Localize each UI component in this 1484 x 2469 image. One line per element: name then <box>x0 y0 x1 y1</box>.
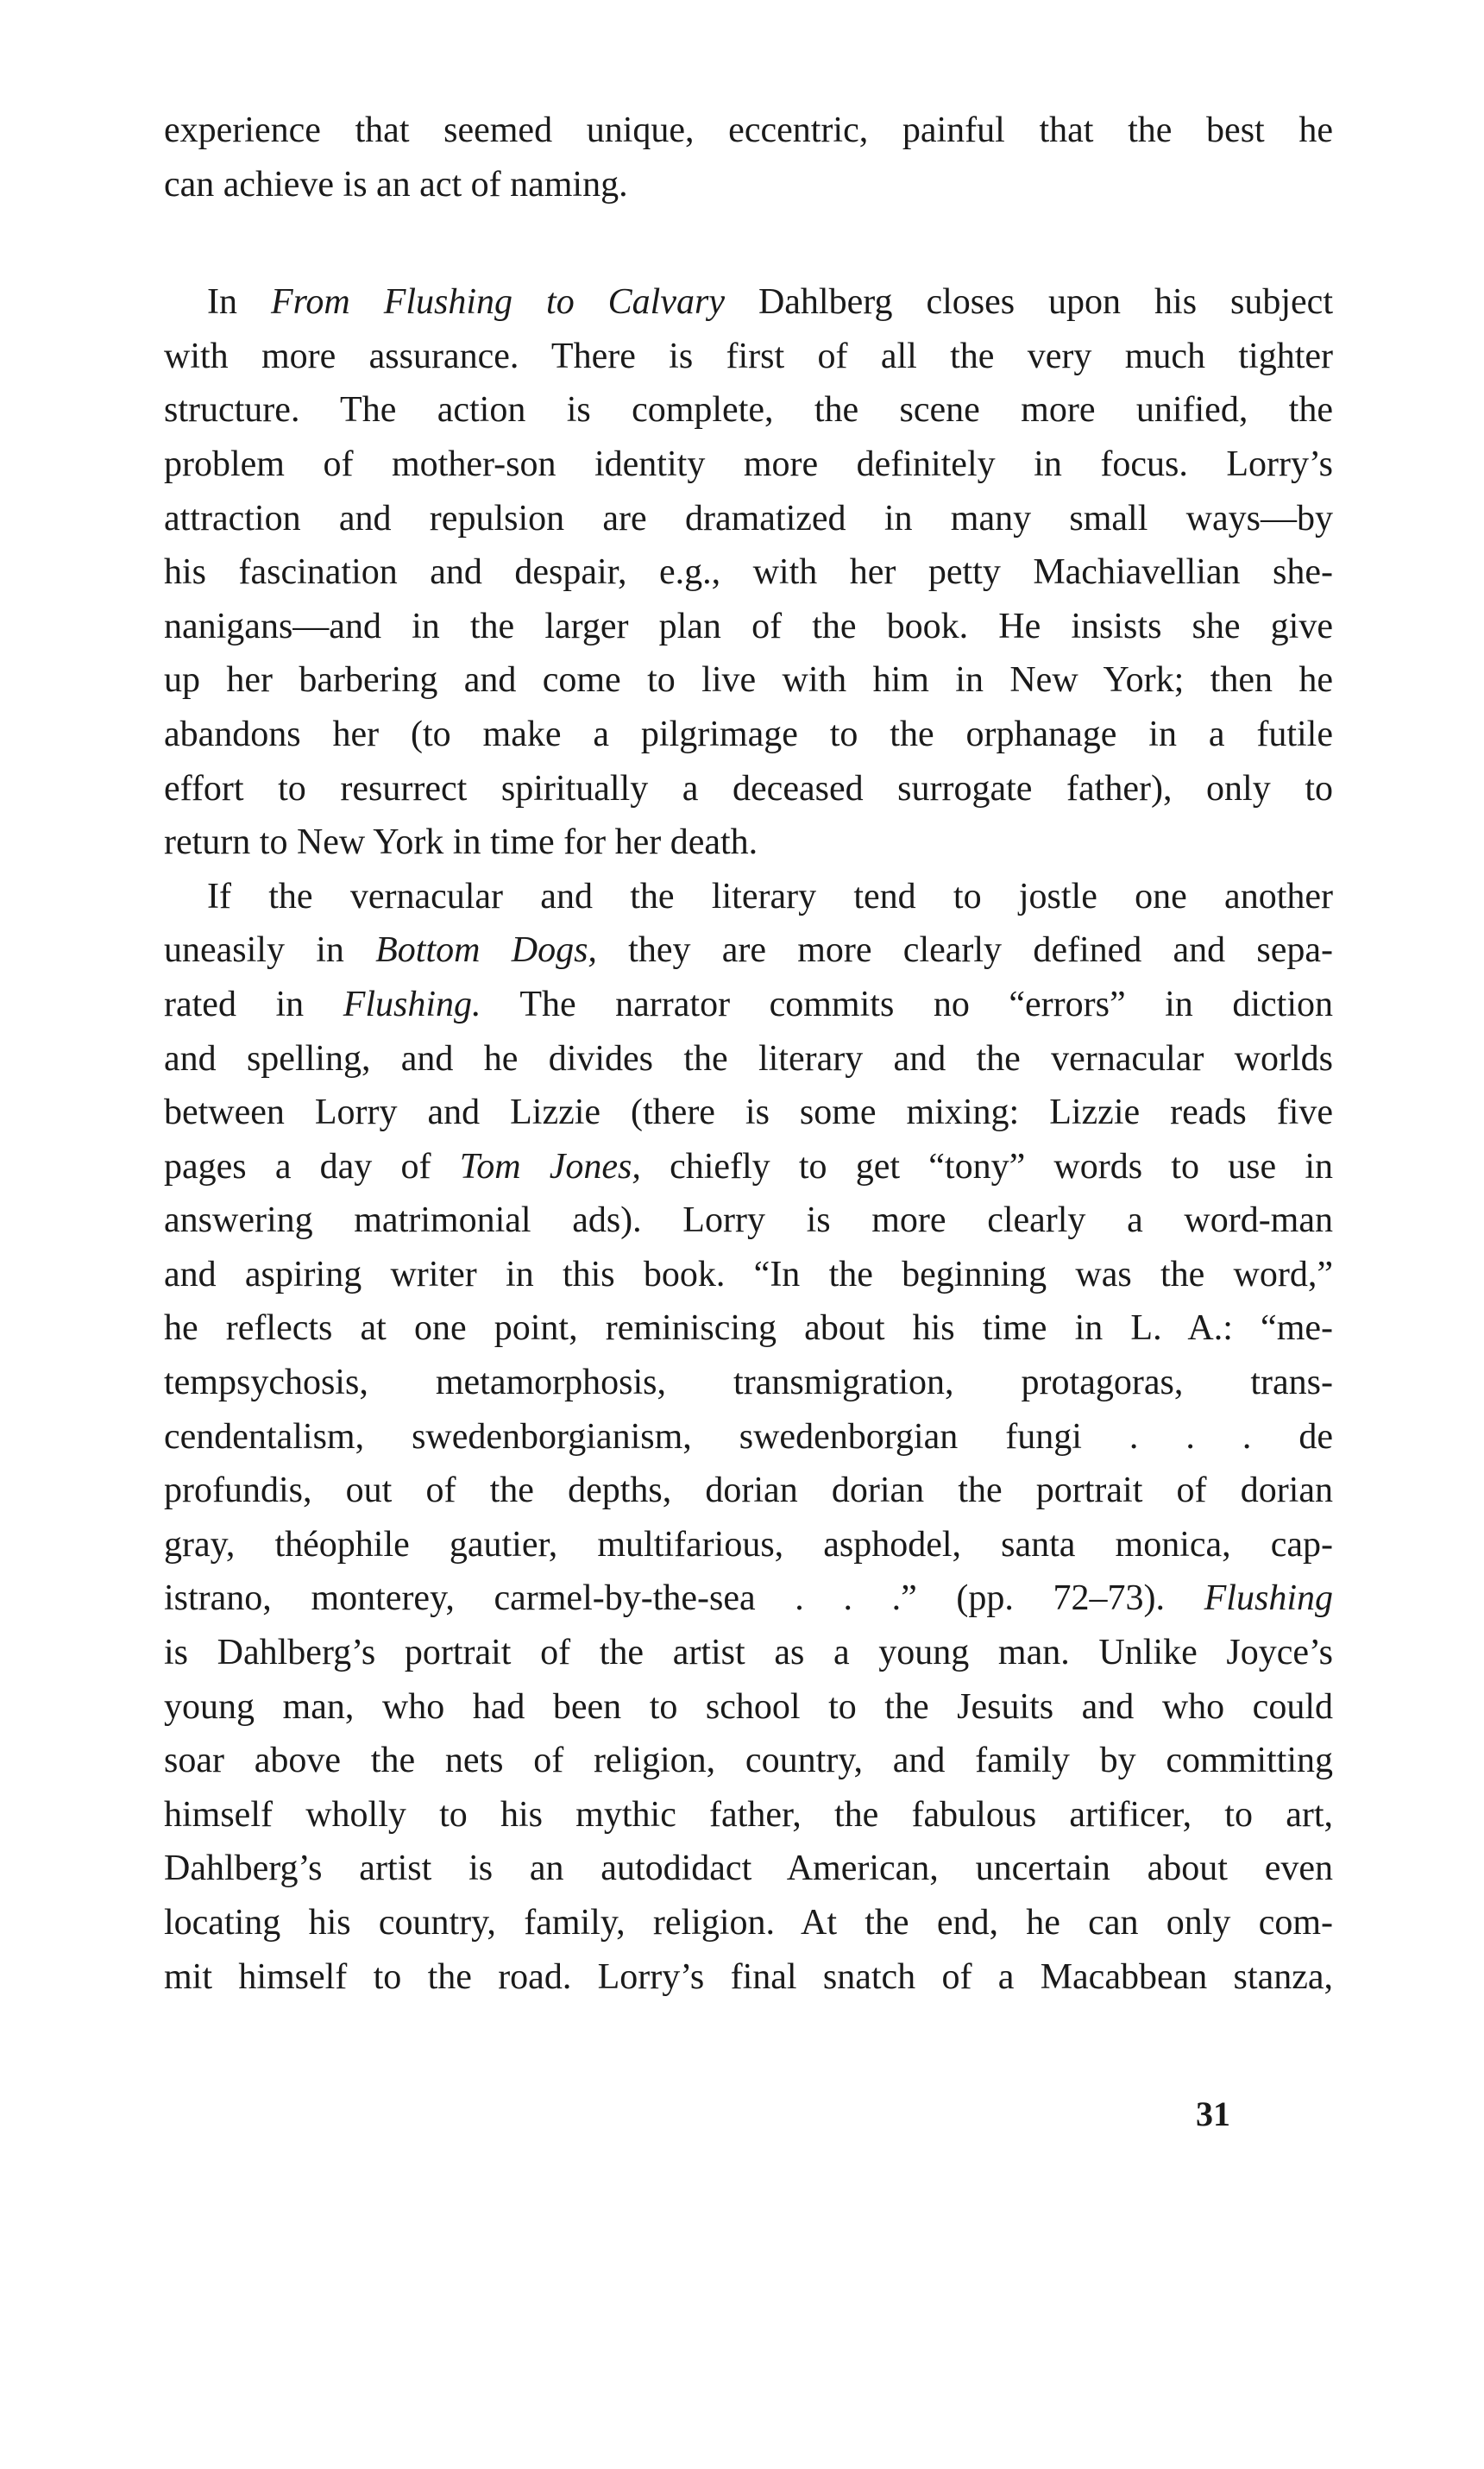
paragraph-1 <box>164 104 1333 211</box>
text-line: is Dahlberg’s portrait of the artist as a young man. Unlike Joyce’s <box>164 1633 1333 1673</box>
paragraph-2 <box>164 275 1333 870</box>
page-number: 31 <box>1196 2094 1230 2133</box>
text-line: experience that seemed unique, eccentric, painful that the best he <box>164 110 1333 150</box>
text-line: In From Flushing to Calvary Dahlberg closes upon his subject <box>207 282 1333 323</box>
text-line: nanigans—and in the larger plan of the book. He insists she give <box>164 606 1333 646</box>
text-line: his fascination and despair, e.g., with her petty Machiavellian she- <box>164 552 1333 593</box>
text-line: If the vernacular and the literary tend to jostle one another <box>207 876 1333 916</box>
paragraph-gap <box>164 211 1333 275</box>
text-line: Dahlberg’s artist is an autodidact American, uncertain about even <box>164 1849 1333 1889</box>
text-line: abandons her (to make a pilgrimage to the orphanage in a futile <box>164 714 1333 754</box>
text-line: rated in Flushing. The narrator commits no “errors” in diction <box>164 984 1333 1024</box>
text-line: up her barbering and come to live with him in New York; then he <box>164 660 1333 701</box>
text-line: cendentalism, swedenborgianism, swedenborgian fungi . . . de <box>164 1416 1333 1457</box>
text-line: between Lorry and Lizzie (there is some mixing: Lizzie reads five <box>164 1093 1333 1133</box>
text-line: mit himself to the road. Lorry’s final snatch of a Macabbean stanza, <box>164 1956 1333 1997</box>
text-line: soar above the nets of religion, country, and family by committing <box>164 1741 1333 1781</box>
text-line: young man, who had been to school to the Jesuits and who could <box>164 1686 1333 1727</box>
book-title: From Flushing to Calvary <box>270 282 725 323</box>
text-line: with more assurance. There is first of all the very much tighter <box>164 336 1333 376</box>
book-title: Tom Jones, <box>459 1146 641 1187</box>
text-line: attraction and repulsion are dramatized in many small ways—by <box>164 498 1333 539</box>
text-line: istrano, monterey, carmel-by-the-sea . . .” (pp. 72–73). Flushing <box>164 1578 1333 1619</box>
book-title: Flushing. <box>343 984 481 1024</box>
text-line: profundis, out of the depths, dorian dorian the portrait of dorian <box>164 1471 1333 1511</box>
paragraph-3 <box>164 870 1333 2004</box>
text-line: can achieve is an act of naming. <box>164 164 628 205</box>
text-line: problem of mother-son identity more definitely in focus. Lorry’s <box>164 444 1333 484</box>
text-line: tempsychosis, metamorphosis, transmigration, protagoras, trans- <box>164 1363 1333 1403</box>
text-line: and spelling, and he divides the literary and the vernacular worlds <box>164 1038 1333 1079</box>
text-line: uneasily in Bottom Dogs, they are more clearly defined and sepa- <box>164 930 1333 971</box>
text-line: locating his country, family, religion. At the end, he can only com- <box>164 1903 1333 1943</box>
text-line: effort to resurrect spiritually a deceased surrogate father), only to <box>164 768 1333 809</box>
text-line: return to New York in time for her death. <box>164 822 758 863</box>
text-line: pages a day of Tom Jones, chiefly to get “tony” words to use in <box>164 1146 1333 1187</box>
book-title: Flushing <box>1204 1578 1333 1619</box>
text-line: structure. The action is complete, the scene more unified, the <box>164 390 1333 431</box>
book-title: Bottom Dogs, <box>375 930 597 971</box>
page-body <box>164 104 1333 2004</box>
text-line: he reflects at one point, reminiscing about his time in L. A.: “me- <box>164 1308 1333 1349</box>
text-line: himself wholly to his mythic father, the fabulous artificer, to art, <box>164 1794 1333 1835</box>
text-line: gray, théophile gautier, multifarious, asphodel, santa monica, cap- <box>164 1524 1333 1565</box>
text-line: answering matrimonial ads). Lorry is more clearly a word-man <box>164 1200 1333 1241</box>
text-line: and aspiring writer in this book. “In the beginning was the word,” <box>164 1254 1333 1294</box>
